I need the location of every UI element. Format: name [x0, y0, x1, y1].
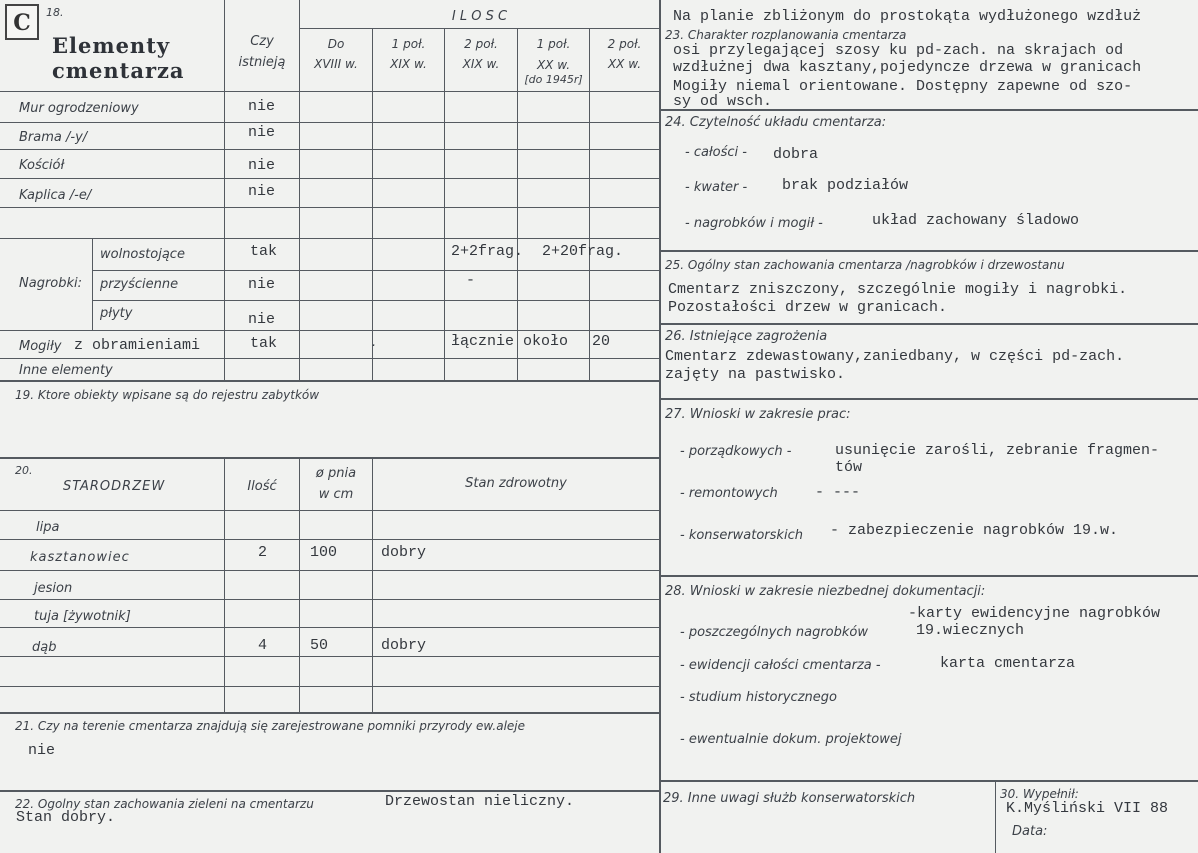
s24-item-label: - kwater - [685, 180, 748, 195]
s24-label: 24. Czytelność układu cmentarza: [665, 115, 887, 130]
s20-header-ilosc: Ilość [247, 479, 277, 494]
s27-item-value-cont: tów [835, 459, 863, 476]
count-mogily-xx1: 20 [592, 333, 611, 350]
s24-item-label: - całości - [685, 145, 747, 160]
col-header-czy: Czy [250, 34, 274, 49]
s28-item-value: -karty ewidencyjne nagrobków [908, 605, 1161, 622]
s20-number: 20. [15, 464, 33, 477]
section-number: 18. [46, 6, 64, 19]
count-przyscienne-xix2: - [466, 272, 476, 289]
row-label-inne: Inne elementy [19, 363, 113, 378]
s30-label: 30. Wypełnił: [1000, 787, 1079, 801]
row-label-przyscienne: przyścienne [100, 277, 179, 292]
card-letter: C [5, 4, 39, 40]
row-value-plyty: nie [248, 311, 276, 328]
card-title-line2: cmentarza [52, 58, 185, 83]
row-label-plyty: płyty [100, 306, 133, 321]
s27-item-label: - porządkowych - [680, 444, 792, 459]
count-mogily-xix2: łącznie około [451, 333, 569, 350]
s28-item-label: - ewentualnie dokum. projektowej [680, 732, 902, 747]
s28-item-value: 19.wiecznych [916, 622, 1025, 639]
s26-label: 26. Istniejące zagrożenia [665, 329, 828, 344]
s28-item-label: - ewidencji całości cmentarza - [680, 658, 881, 673]
s27-item-label: - remontowych [680, 486, 778, 501]
s28-item-label: - poszczególnych nagrobków [680, 625, 868, 640]
s24-item-label: - nagrobków i mogił - [685, 216, 823, 231]
s23-line: Na planie zbliżonym do prostokąta wydłużonego wzdłuż [673, 8, 1142, 25]
s27-item-value: usunięcie zarośli, zebranie fragmen- [835, 442, 1160, 459]
s23-line: Mogiły niemal orientowane. Dostępny zapewne od szo- [673, 78, 1133, 95]
s25-label: 25. Ogólny stan zachowania cmentarza /nagrobków i drzewostanu [665, 258, 1065, 272]
s27-item-value: - --- [815, 484, 861, 501]
col-header-ilosc: I L O S C [451, 9, 508, 24]
row-value-mur: nie [248, 98, 276, 115]
s23-line: osi przylegającej szosy ku pd-zach. na skrajach od [673, 42, 1124, 59]
s28-item-value: karta cmentarza [940, 655, 1076, 672]
row-value-kosciol: nie [248, 157, 276, 174]
tree-pien: 50 [310, 637, 329, 654]
s28-item-label: - studium historycznego [680, 690, 837, 705]
s24-item-value: brak podziałów [782, 177, 909, 194]
s27-label: 27. Wnioski w zakresie prac: [665, 407, 851, 422]
row-label-mogily: Mogiły [19, 339, 62, 354]
tree-ilosc: 4 [258, 637, 268, 654]
s27-item-value: - zabezpieczenie nagrobków 19.w. [830, 522, 1119, 539]
s22-value: Drzewostan nieliczny. [385, 793, 575, 810]
row-label-mur: Mur ogrodzeniowy [19, 101, 139, 116]
s22-value-cont: Stan dobry. [16, 809, 116, 826]
s20-header-name: STARODRZEW [63, 479, 166, 494]
row-value-kaplica: nie [248, 183, 276, 200]
row-label-kosciol: Kościół [19, 158, 65, 173]
s30-value: K.Myśliński VII 88 [1006, 800, 1169, 817]
s29-label: 29. Inne uwagi służb konserwatorskich [663, 791, 916, 806]
s21-label: 21. Czy na terenie cmentarza znajdują się zarejestrowane pomniki przyrody ew.aleje [15, 719, 526, 733]
col-header-xviii: Do [327, 37, 345, 51]
row-label-wolnostojace: wolnostojące [100, 247, 185, 262]
tree-name: dąb [32, 640, 57, 655]
row-value-brama: nie [248, 124, 276, 141]
row-label-brama: Brama /-y/ [19, 130, 88, 145]
s27-item-label: - konserwatorskich [680, 528, 803, 543]
col-header-xix2: 2 poł. [464, 37, 498, 51]
tree-name: lipa [36, 520, 60, 535]
s24-item-value: dobra [773, 146, 819, 163]
tree-stan: dobry [381, 544, 427, 561]
s25-line: Cmentarz zniszczony, szczególnie mogiły i nagrobki. [668, 281, 1128, 298]
s26-line: Cmentarz zdewastowany,zaniedbany, w części pd-zach. [665, 348, 1125, 365]
s23-line: wzdłużnej dwa kasztany,pojedyncze drzewa w granicach [673, 59, 1142, 76]
cemetery-record-card: C 18. Elementy cmentarza Czy istnieją I L O S C Do XVIII w. 1 poł. XIX w. 2 poł. XIX w. 1 poł. XX w. [do 1945r] 2 poł. XX w. Mur ogrodzeniowy nie Brama /-y/ nie Kościół nie Kaplica /-e/ nie Nagrobki: wolnostojące tak 2+2frag. 2+20frag. przyścienne nie - płyty nie Mogiły z obramieniami tak . łącznie około 20 Inne elementy 19. Ktore obiekty wpisane są do rejestru zabytków 20. STARODRZEW Ilość ø pnia w cm Stan zdrowotny lipa kasztanowiec 2 100 dobry jesion tuja [żywotnik] dąb 4 50 dobry 21. Czy na terenie cmentarza znajdują się zarejestrowane pomniki przyrody ew.aleje nie 22. Ogolny stan zachowania zieleni na cmentarzu Drzewostan nieliczny. Stan dobry. Na planie zbliżonym do prostokąta wydłużonego wzdłuż 23. Charakter rozplanowania cmentarza osi przylegającej szosy ku pd-zach. na skrajach od wzdłużnej dwa kasztany,pojedyncze drzewa w granicach Mogiły niemal orientowane. Dostępny zapewne od szo- sy od wsch. 24. Czytelność układu cmentarza: - całości - dobra - kwater - brak podziałów - nagrobków i mogił - układ zachowany śladowo 25. Ogólny stan zachowania cmentarza /nagrobków i drzewostanu Cmentarz zniszczony, szczególnie mogiły i nagrobki. Pozostałości drzew w granicach. 26. Istniejące zagrożenia Cmentarz zdewastowany,zaniedbany, w części pd-zach. zajęty na pastwisko. 27. Wnioski w zakresie prac: - porządkowych - usunięcie zarośli, zebranie fragmen- tów - remontowych - --- - konserwatorskich - zabezpieczenie nagrobków 19.w. 28. Wnioski w zakresie niezbednej dokumentacji: -karty ewidencyjne nagrobków - poszczególnych nagrobków 19.wiecznych - ewidencji całości cmentarza - karta cmentarza - studium historycznego - ewentualnie dokum. projektowej 29. Inne uwagi służb konserwatorskich 30. Wypełnił: K.Myśliński VII 88 Data: [0, 0, 1198, 853]
tree-pien: 100 [310, 544, 338, 561]
card-title-line1: Elementy [52, 33, 171, 58]
s23-line: sy od wsch. [673, 93, 773, 110]
row-value-mogily: tak [250, 335, 278, 352]
col-header-xx1: 1 poł. [536, 37, 571, 51]
row-value-wolnostojace: tak [250, 243, 278, 260]
nagrobki-label: Nagrobki: [19, 276, 83, 291]
s25-line: Pozostałości drzew w granicach. [668, 299, 948, 316]
row-label-kaplica: Kaplica /-e/ [19, 188, 92, 203]
count-wolnostojace-xx1: 2+20frag. [542, 243, 624, 260]
row-value-przyscienne: nie [248, 276, 276, 293]
count-wolnostojace-xix2: 2+2frag. [451, 243, 524, 260]
s20-header-stan: Stan zdrowotny [465, 476, 567, 491]
s26-line: zajęty na pastwisko. [665, 366, 846, 383]
s28-label: 28. Wnioski w zakresie niezbednej dokumentacji: [665, 584, 986, 599]
s20-header-pien: ø pnia [315, 466, 357, 481]
tree-name: tuja [żywotnik] [34, 609, 131, 624]
mogily-dot: . [372, 335, 377, 350]
col-header-xx2: 2 poł. [607, 37, 642, 51]
s30-date-label: Data: [1012, 824, 1048, 839]
divider [659, 0, 661, 853]
s24-item-value: układ zachowany śladowo [872, 212, 1080, 229]
s22-label: 22. Ogolny stan zachowania zieleni na cmentarzu [15, 797, 314, 811]
s19-label: 19. Ktore obiekty wpisane są do rejestru zabytków [15, 388, 320, 402]
tree-name: jesion [34, 581, 73, 596]
tree-ilosc: 2 [258, 544, 268, 561]
tree-stan: dobry [381, 637, 427, 654]
tree-name: kasztanowiec [30, 550, 130, 565]
col-header-xix1: 1 poł. [391, 37, 426, 51]
mogily-type: z obramieniami [74, 337, 201, 354]
s23-label: 23. Charakter rozplanowania cmentarza [665, 28, 907, 42]
s21-value: nie [28, 742, 56, 759]
